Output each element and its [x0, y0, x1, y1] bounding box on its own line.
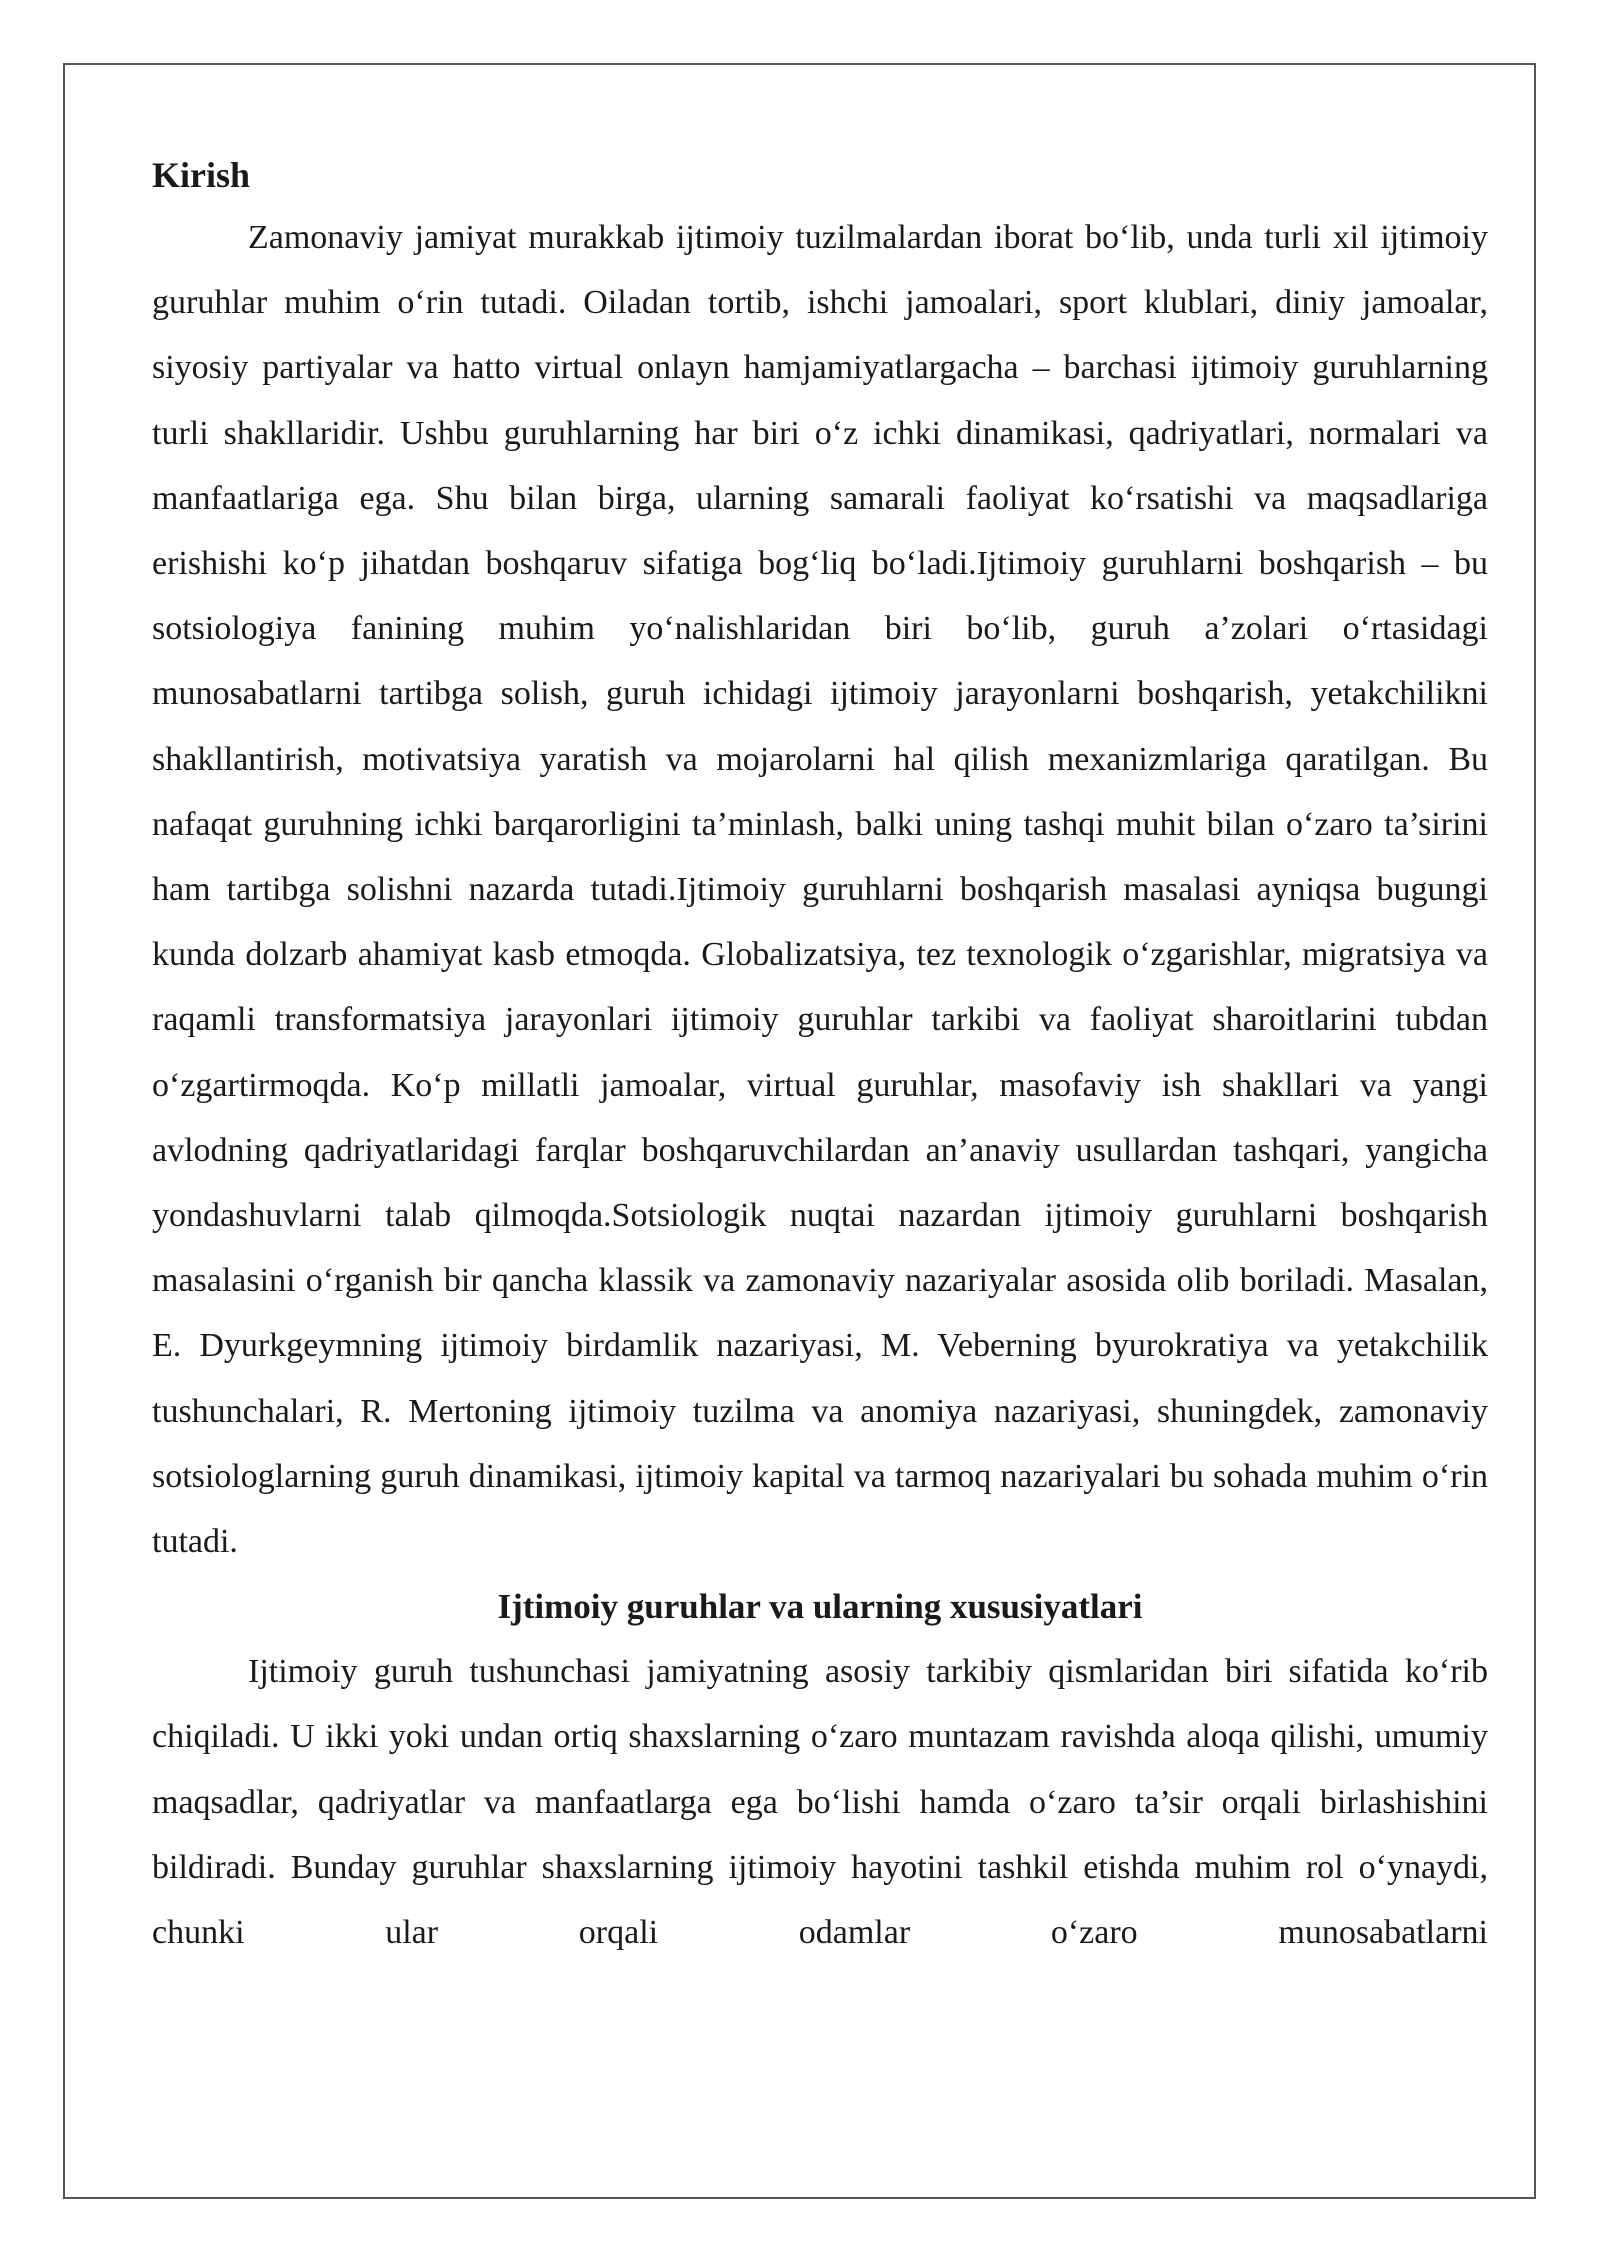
section-heading: Ijtimoiy guruhlar va ularning xususiyatlari	[497, 1587, 1143, 1627]
document-body	[152, 145, 1488, 1965]
intro-heading: Kirish	[152, 155, 251, 195]
section-paragraph: Ijtimoiy guruh tushunchasi jamiyatning asosiy tarkibiy qismlaridan biri sifatida ko‘rib chiqiladi. U ikki yoki undan ortiq shaxslarning o‘zaro muntazam ravishda aloqa qilishi, umumiy maqsadlar, qadriyatlar va manfaatlarga ega bo‘lishi hamda o‘zaro ta’sir orqali birlashishini bildiradi. Bunday guruhlar shaxslarning ijtimoiy hayotini tashkil etishda muhim rol o‘ynaydi, chunki ular orqali odamlar o‘zaro munosabatlarni	[152, 1653, 1488, 1952]
intro-paragraph: Zamonaviy jamiyat murakkab ijtimoiy tuzilmalardan iborat bo‘lib, unda turli xil ijtimoiy guruhlar muhim o‘rin tutadi. Oiladan tortib, ishchi jamoalari, sport klublari, diniy jamoalar, siyosiy partiyalar va hatto virtual onlayn hamjamiyatlargacha – barchasi ijtimoiy guruhlarning turli shakllaridir. Ushbu guruhlarning har biri o‘z ichki dinamikasi, qadriyatlari, normalari va manfaatlariga ega. Shu bilan birga, ularning samarali faoliyat ko‘rsatishi va maqsadlariga erishishi ko‘p jihatdan boshqaruv sifatiga bog‘liq bo‘ladi.Ijtimoiy guruhlarni boshqarish – bu sotsiologiya fanining muhim yo‘nalishlaridan biri bo‘lib, guruh a’zolari o‘rtasidagi munosabatlarni tartibga solish, guruh ichidagi ijtimoiy jarayonlarni boshqarish, yetakchilikni shakllantirish, motivatsiya yaratish va mojarolarni hal qilish mexanizmlariga qaratilgan. Bu nafaqat guruhning ichki barqarorligini ta’minlash, balki uning tashqi muhit bilan o‘zaro ta’sirini ham tartibga solishni nazarda tutadi.Ijtimoiy guruhlarni boshqarish masalasi ayniqsa bugungi kunda dolzarb ahamiyat kasb etmoqda. Globalizatsiya, tez texnologik o‘zgarishlar, migratsiya va raqamli transformatsiya jarayonlari ijtimoiy guruhlar tarkibi va faoliyat sharoitlarini tubdan o‘zgartirmoqda. Ko‘p millatli jamoalar, virtual guruhlar, masofaviy ish shakllari va yangi avlodning qadriyatlaridagi farqlar boshqaruvchilardan an’anaviy usullardan tashqari, yangicha yondashuvlarni talab qilmoqda.Sotsiologik nuqtai nazardan ijtimoiy guruhlarni boshqarish masalasini o‘rganish bir qancha klassik va zamonaviy nazariyalar asosida olib boriladi. Masalan, E. Dyurkgeymning ijtimoiy birdamlik nazariyasi, M. Veberning byurokratiya va yetakchilik tushunchalari, R. Mertoning ijtimoiy tuzilma va anomiya nazariyasi, shuningdek, zamonaviy sotsiologlarning guruh dinamikasi, ijtimoiy kapital va tarmoq nazariyalari bu sohada muhim o‘rin tutadi.	[152, 219, 1488, 1561]
